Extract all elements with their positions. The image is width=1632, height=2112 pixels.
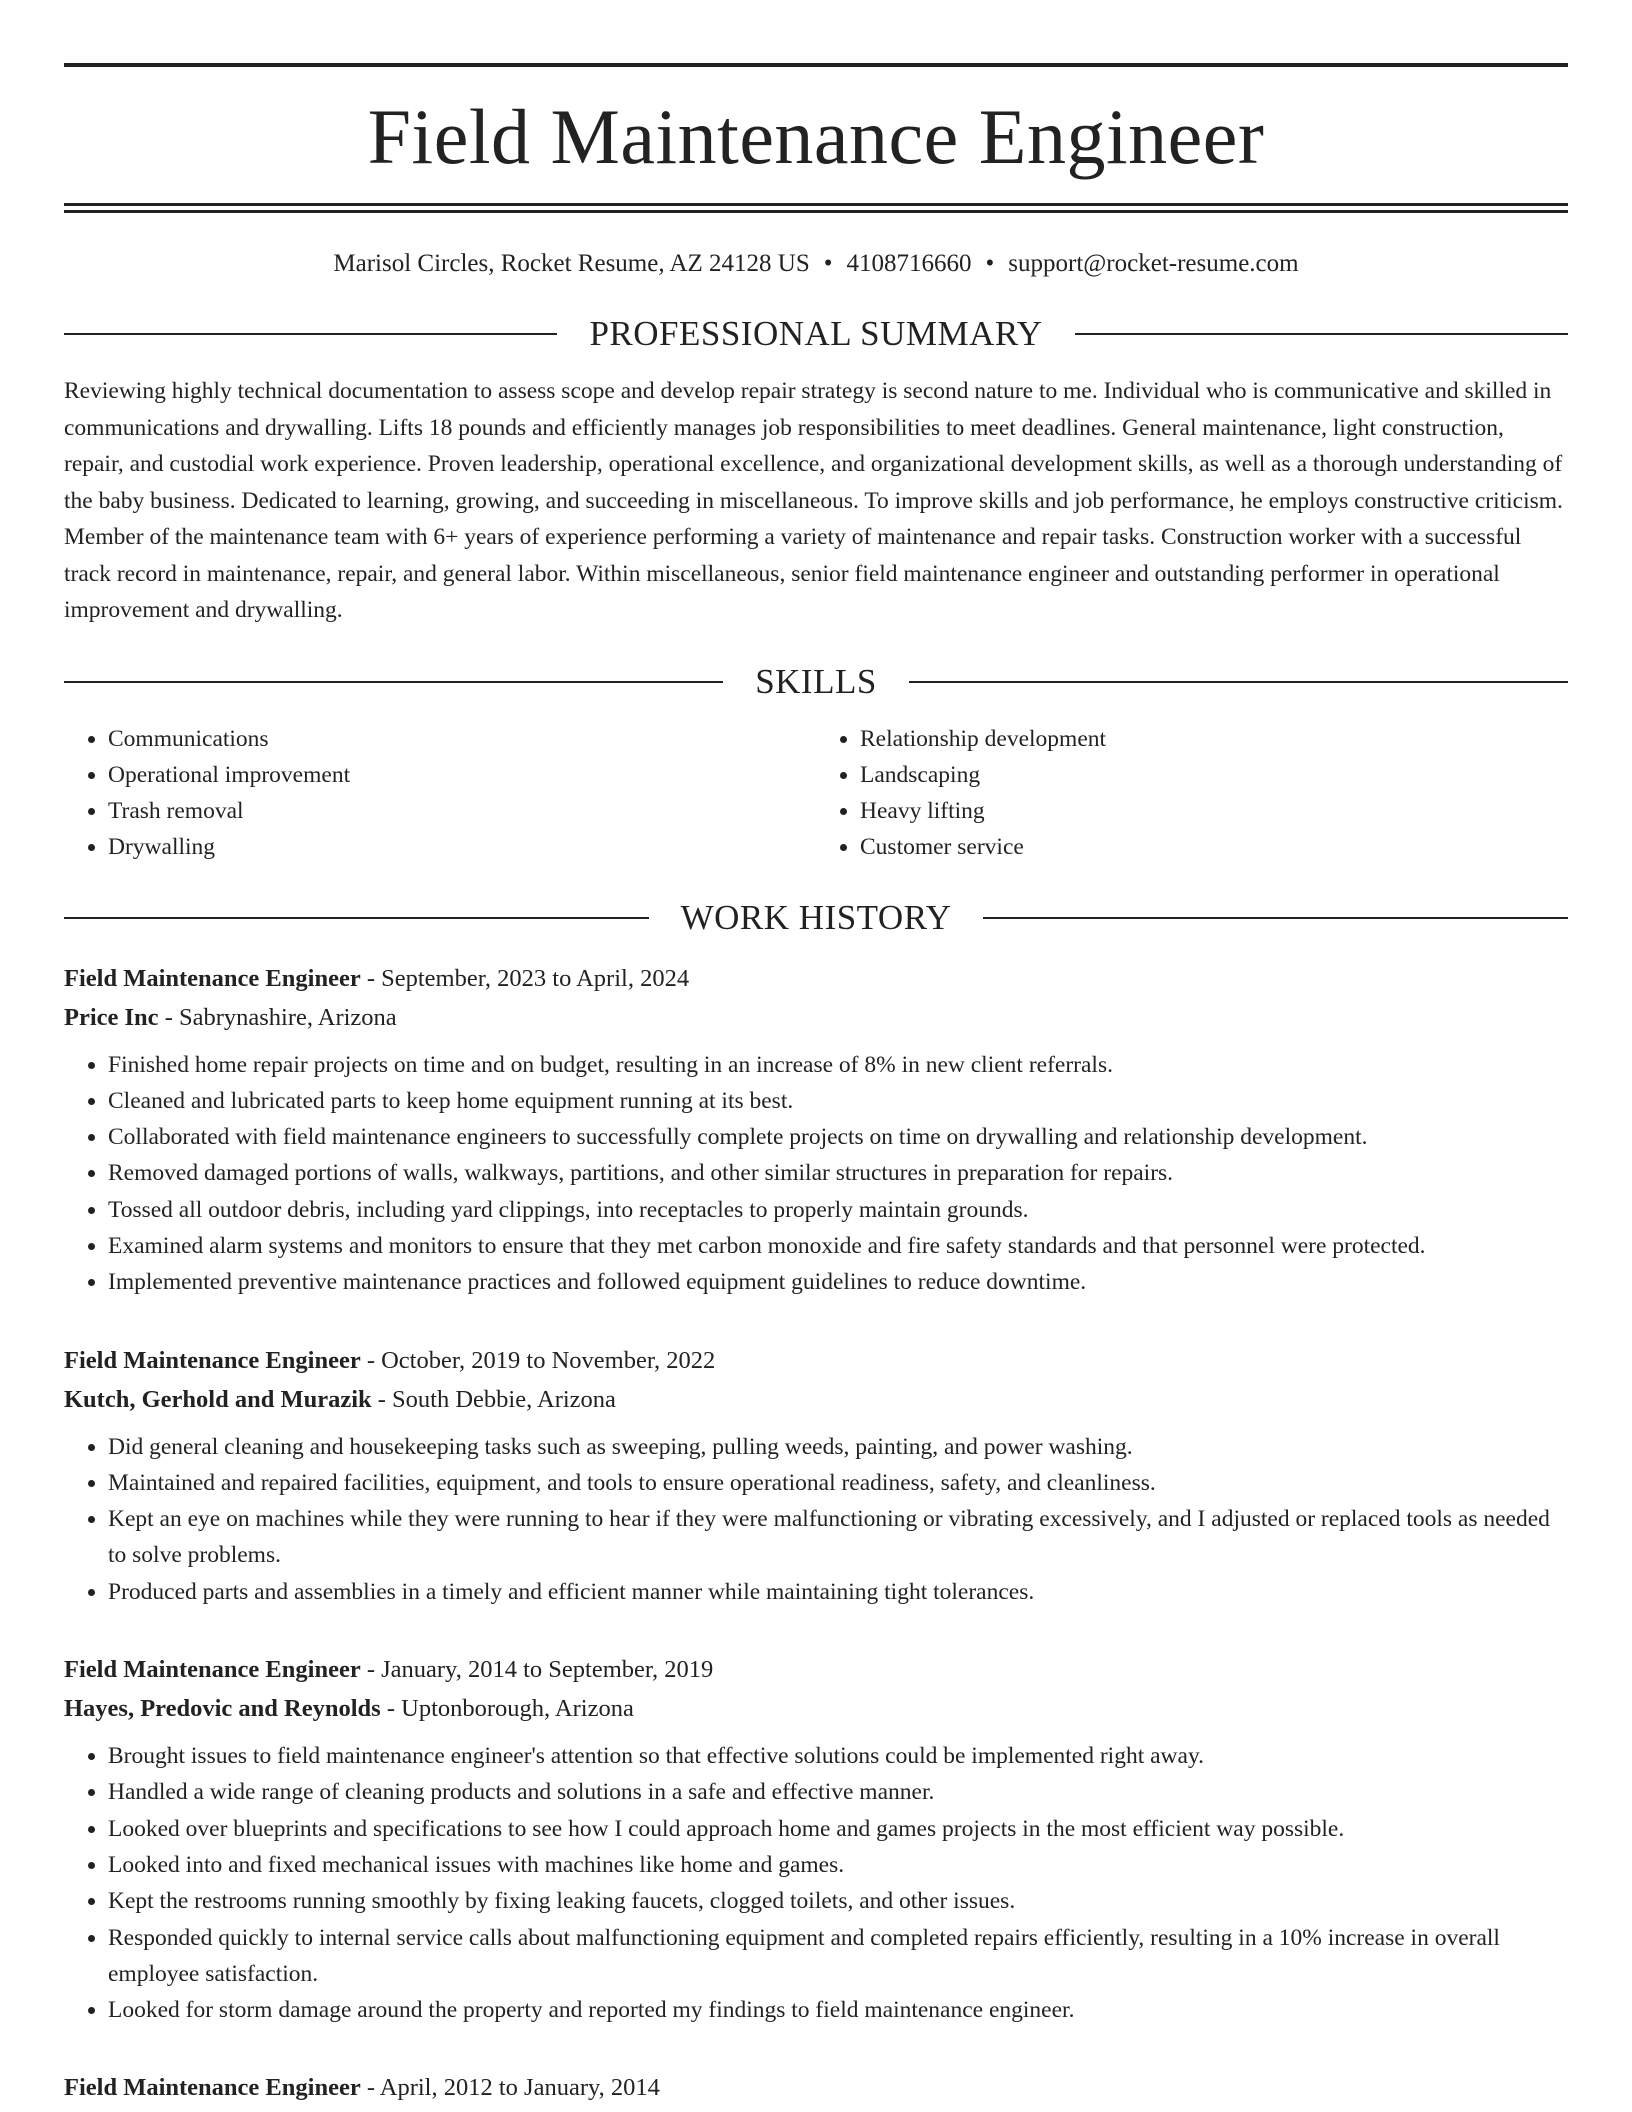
skill-item: • Heavy lifting xyxy=(860,793,1568,829)
skill-item: • Landscaping xyxy=(860,757,1568,793)
contact-address: Marisol Circles, Rocket Resume, AZ 24128 US xyxy=(333,250,810,277)
job-bullet: • Kept the restrooms running smoothly by fixing leaking faucets, clogged toilets, and other issues. xyxy=(108,1883,1568,1919)
job-bullet: • Maintained and repaired facilities, equipment, and tools to ensure operational readiness, safety, and cleanliness. xyxy=(108,1465,1568,1501)
skill-item: • Customer service xyxy=(860,829,1568,865)
job-dates: - October, 2019 to November, 2022 xyxy=(360,1346,716,1374)
contact-separator: • xyxy=(823,250,833,277)
job-title: Field Maintenance Engineer xyxy=(64,1656,361,1684)
heading-rule-left xyxy=(64,333,557,335)
contact-line xyxy=(64,247,1568,281)
skills-heading xyxy=(64,657,1568,707)
work-history-heading xyxy=(64,893,1568,943)
contact-phone: 4108716660 xyxy=(846,250,972,277)
job-bullet: • Collaborated with field maintenance engineers to successfully complete projects on time on drywalling and relationship development. xyxy=(108,1119,1568,1155)
job-company: Price Inc xyxy=(64,1003,159,1031)
job-bullets xyxy=(64,1047,1568,1301)
skill-item: • Trash removal xyxy=(108,793,816,829)
job-bullet: • Removed damaged portions of walls, walkways, partitions, and other similar structures in preparation for repairs. xyxy=(108,1155,1568,1191)
page-title: Field Maintenance Engineer xyxy=(367,93,1265,180)
job-location: - Sabrynashire, Arizona xyxy=(158,1003,397,1031)
job-entry xyxy=(64,1341,1568,1610)
job-bullet: • Handled a wide range of cleaning products and solutions in a safe and effective manner. xyxy=(108,1774,1568,1810)
job-bullet: • Examined alarm systems and monitors to ensure that they met carbon monoxide and fire safety standards and that personnel were protected. xyxy=(108,1228,1568,1264)
job-dates: - April, 2012 to January, 2014 xyxy=(360,2074,660,2102)
job-dates: - September, 2023 to April, 2024 xyxy=(360,964,690,992)
skills-column-left xyxy=(64,721,816,865)
job-company: Kutch, Gerhold and Murazik xyxy=(64,1385,372,1413)
contact-separator: • xyxy=(985,250,995,277)
job-company-line xyxy=(64,998,1568,1037)
skill-item: • Drywalling xyxy=(108,829,816,865)
job-company-line xyxy=(64,1380,1568,1419)
job-entry xyxy=(64,959,1568,1301)
summary-heading-label: PROFESSIONAL SUMMARY xyxy=(589,314,1043,353)
skills-list xyxy=(64,721,1568,865)
job-dates: - January, 2014 to September, 2019 xyxy=(360,1656,714,1684)
work-history-heading-label: WORK HISTORY xyxy=(680,897,952,937)
heading-rule-right xyxy=(983,917,1568,919)
summary-text: Reviewing highly technical documentation to assess scope and develop repair strategy is second nature to me. Individual who is communicative and skilled in communications and drywalling. Lifts 18 pounds and efficiently manages job responsibilities to meet deadlines. General maintenance, light construction, repair, and custodial work experience. Proven leadership, operational excellence, and organizational development skills, as well as a thorough understanding of the baby business. Dedicated to learning, growing, and succeeding in miscellaneous. To improve skills and job performance, he employs constructive criticism. Member of the maintenance team with 6+ years of experience performing a variety of maintenance and repair tasks. Construction worker with a successful track record in maintenance, repair, and general labor. Within miscellaneous, senior field maintenance engineer and outstanding performer in operational improvement and drywalling. xyxy=(64,378,1563,623)
job-entry xyxy=(64,1650,1568,2028)
skills-heading-label: SKILLS xyxy=(755,661,877,701)
job-location: - South Debbie, Arizona xyxy=(371,1385,616,1413)
job-title-line xyxy=(64,2068,1568,2107)
skill-item: • Relationship development xyxy=(860,721,1568,757)
job-bullets xyxy=(64,1429,1568,1610)
job-bullet: • Looked into and fixed mechanical issues with machines like home and games. xyxy=(108,1847,1568,1883)
job-title-line xyxy=(64,1650,1568,1689)
job-bullet: • Tossed all outdoor debris, including yard clippings, into receptacles to properly maintain grounds. xyxy=(108,1192,1568,1228)
resume-page xyxy=(64,0,1568,2107)
job-bullet: • Brought issues to field maintenance engineer's attention so that effective solutions could be implemented right away. xyxy=(108,1738,1568,1774)
job-company: Hayes, Predovic and Reynolds xyxy=(64,1695,381,1723)
job-bullet: • Cleaned and lubricated parts to keep home equipment running at its best. xyxy=(108,1083,1568,1119)
skill-item: • Communications xyxy=(108,721,816,757)
job-title: Field Maintenance Engineer xyxy=(64,964,361,992)
job-location: - Uptonborough, Arizona xyxy=(380,1695,634,1723)
heading-rule-right xyxy=(909,681,1568,683)
job-title-line xyxy=(64,1341,1568,1380)
title-bottom-double-rule xyxy=(64,203,1568,213)
job-bullet: • Kept an eye on machines while they were running to hear if they were malfunctioning or vibrating excessively, and I adjusted or replaced tools as needed to solve problems. xyxy=(108,1501,1568,1574)
job-bullet: • Finished home repair projects on time and on budget, resulting in an increase of 8% in new client referrals. xyxy=(108,1047,1568,1083)
job-entry xyxy=(64,2068,1568,2107)
skill-item: • Operational improvement xyxy=(108,757,816,793)
title-top-rule xyxy=(64,63,1568,67)
job-title: Field Maintenance Engineer xyxy=(64,2074,361,2102)
job-title: Field Maintenance Engineer xyxy=(64,1346,361,1374)
summary-heading xyxy=(64,309,1568,359)
job-bullet: • Implemented preventive maintenance practices and followed equipment guidelines to reduce downtime. xyxy=(108,1264,1568,1300)
job-bullet: • Looked over blueprints and specifications to see how I could approach home and games projects in the most efficient way possible. xyxy=(108,1811,1568,1847)
skills-column-right xyxy=(816,721,1568,865)
job-title-line xyxy=(64,959,1568,998)
heading-rule-left xyxy=(64,681,723,683)
job-bullet: • Did general cleaning and housekeeping tasks such as sweeping, pulling weeds, painting, and power washing. xyxy=(108,1429,1568,1465)
heading-rule-left xyxy=(64,917,649,919)
job-bullets xyxy=(64,1738,1568,2028)
job-bullet: • Looked for storm damage around the property and reported my findings to field maintenance engineer. xyxy=(108,1992,1568,2028)
job-bullet: • Responded quickly to internal service calls about malfunctioning equipment and completed repairs efficiently, resulting in a 10% increase in overall employee satisfaction. xyxy=(108,1920,1568,1993)
job-bullet: • Produced parts and assemblies in a timely and efficient manner while maintaining tight tolerances. xyxy=(108,1574,1568,1610)
job-company-line xyxy=(64,1689,1568,1728)
heading-rule-right xyxy=(1075,333,1568,335)
contact-email: support@rocket-resume.com xyxy=(1008,250,1299,277)
